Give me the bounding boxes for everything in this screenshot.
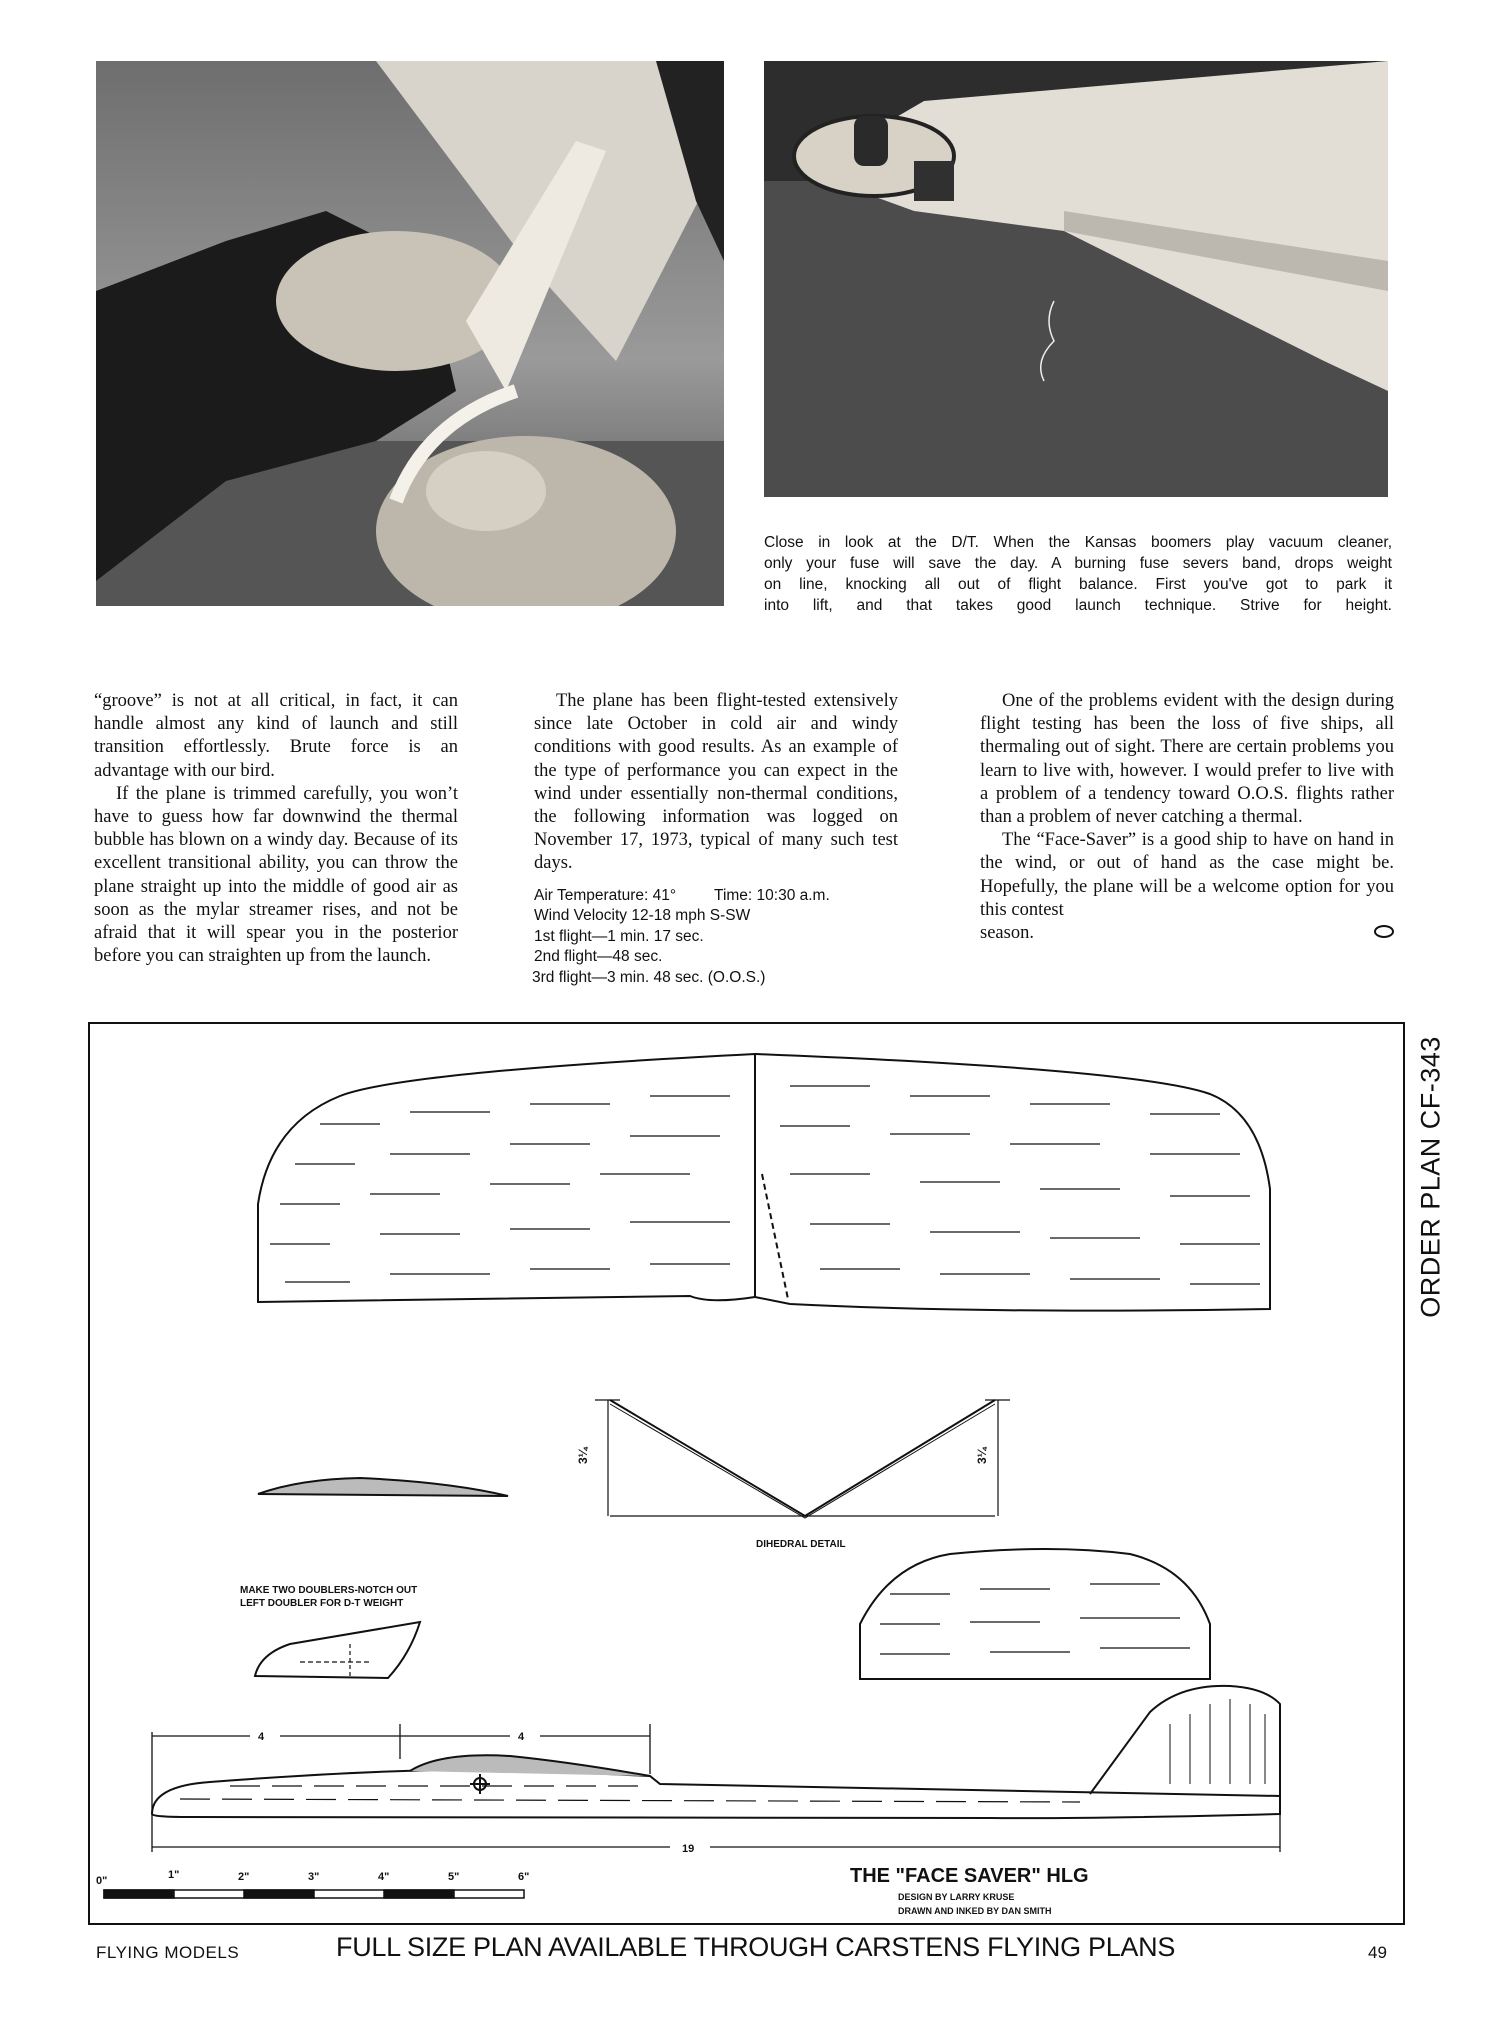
photo-caption [764,532,1392,616]
airfoil-section [258,1478,508,1496]
dihedral-left-label: 3¼ [576,1447,590,1464]
doubler-shape [255,1622,420,1678]
scale-label: 0" [96,1875,108,1887]
fuselage-side-view [152,1686,1280,1818]
plan-drawing-frame [88,1022,1405,1925]
article-column-2 [534,690,898,988]
footer-magazine: FLYING MODELS [96,1943,240,1962]
caption-line: Close in look at the D/T. When the Kansas boomers play vacuum cleaner, [764,534,1392,551]
dihedral-right-label: 3¼ [975,1447,989,1464]
plan-design-credit: DESIGN BY LARRY KRUSE [898,1892,1015,1902]
paragraph: One of the problems evident with the design during flight testing has been the loss of five ships, all thermaling out of sight. There are certain problems you learn to live with, however. I would prefer to live with a problem of a tendency toward O.O.S. flights rather than a problem of never catching a thermal. [980,691,1394,828]
paragraph: The “Face-Saver” is a good ship to have on hand in the wind, or out of hand as the case might be. Hopefully, the plane will be a welcome option for you this contest [980,830,1394,920]
paragraph: If the plane is trimmed carefully, you won’t have to guess how far downwind the thermal bubble has blown on a windy day. Because of its excellent transitional ability, you can throw the plane straight up into the middle of good air as soon as the mylar streamer rises, and not be afraid that it will spear you in the posterior before you can straighten up from the launch. [94,783,458,967]
photo-hands-launch [96,61,724,606]
scale-bar [104,1890,524,1898]
log-flight-2: 2nd flight—48 sec. [534,948,663,966]
paragraph: The plane has been flight-tested extensively since late October in cold air and windy conditions with good results. As an example of the type of performance you can expect in the wind under essentially non-thermal conditions, the following information was logged on November 17, 1973, typical of many such test days. [534,691,898,874]
end-mark-icon [1374,925,1394,938]
caption-line: only your fuse will save the day. A burning fuse severs band, drops weight [764,555,1392,572]
scale-label: 5" [448,1871,460,1883]
doubler-note-1: MAKE TWO DOUBLERS-NOTCH OUT [240,1585,418,1596]
paragraph-end: season. [980,923,1034,944]
plan-drawing [90,1024,1407,1927]
dihedral-label: DIHEDRAL DETAIL [756,1539,846,1550]
page-number: 49 [1368,1943,1387,1962]
log-time: Time: 10:30 a.m. [714,886,830,904]
log-flight-1: 1st flight—1 min. 17 sec. [534,927,704,945]
dihedral-detail [595,1400,1010,1518]
doubler-note-2: LEFT DOUBLER FOR D-T WEIGHT [240,1598,404,1609]
caption-line: on line, knocking all out of flight balance. First you've got to park it [764,576,1392,593]
dimension-4-rear: 4 [518,1731,525,1743]
dimension-19: 19 [682,1843,695,1855]
stabilizer-planform [860,1549,1210,1679]
footer-plan-note: FULL SIZE PLAN AVAILABLE THROUGH CARSTENS FLYING PLANS [336,1932,1176,1962]
order-plan-label: ORDER PLAN CF-343 [1415,1036,1446,1318]
dimension-4-front: 4 [258,1731,265,1743]
plan-drawn-credit: DRAWN AND INKED BY DAN SMITH [898,1906,1052,1916]
scale-label: 6" [518,1871,530,1883]
plan-title: THE "FACE SAVER" HLG [850,1865,1089,1887]
wing-planform [258,1054,1270,1311]
scale-label: 2" [238,1871,250,1883]
photo-dt-closeup [764,61,1388,497]
scale-label: 4" [378,1871,390,1883]
log-flight-3: 3rd flight—3 min. 48 sec. (O.O.S.) [532,968,766,986]
flight-log [534,886,898,989]
article-column-3 [980,690,1394,945]
article-column-1 [94,690,458,968]
scale-label: 1" [168,1869,180,1881]
log-air-temperature: Air Temperature: 41° [534,886,677,904]
scale-label: 3" [308,1871,320,1883]
dimension-lines [152,1724,1280,1852]
paragraph: “groove” is not at all critical, in fact, it can handle almost any kind of launch and still transition effortlessly. Brute force is an advantage with our bird. [94,691,458,781]
caption-line: into lift, and that takes good launch technique. Strive for height. [764,597,1392,614]
log-wind: Wind Velocity 12-18 mph S-SW [534,907,751,925]
